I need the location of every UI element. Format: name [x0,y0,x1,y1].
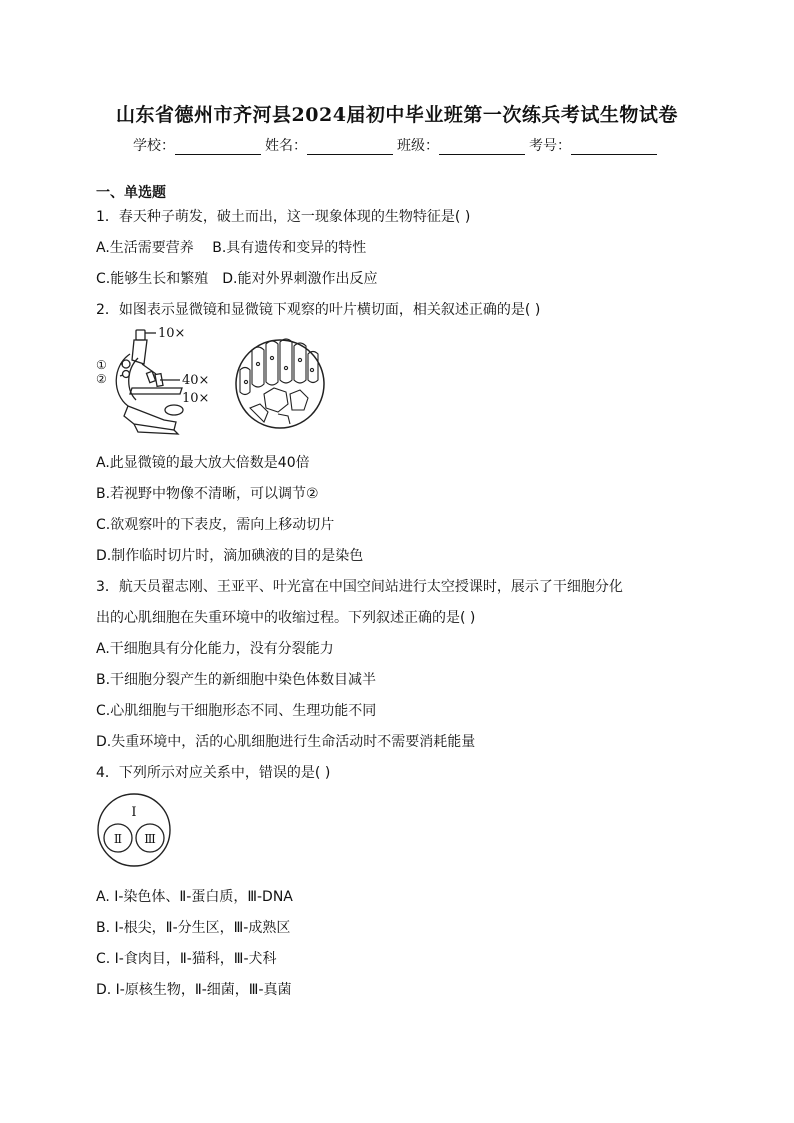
q3-stem-line2: 出的心肌细胞在失重环境中的收缩过程。下列叙述正确的是( ) [96,610,476,626]
q1-stem: 1．春天种子萌发，破土而出，这一现象体现的生物特征是( ) [96,209,471,225]
q4-option-b: B. Ⅰ-根尖，Ⅱ-分生区，Ⅲ-成熟区 [96,920,291,936]
label-2: ② [96,372,107,386]
eyepiece-label: 10× [158,326,186,341]
school-label: 学校： [133,138,175,154]
exam-title: 山东省德州市齐河县2024届初中毕业班第一次练兵考试生物试卷 [116,104,678,126]
q3-option-d: D.失重环境中，活的心肌细胞进行生命活动时不需要消耗能量 [96,734,476,750]
q4-option-d: D. Ⅰ-原核生物，Ⅱ-细菌，Ⅲ-真菌 [96,982,292,998]
name-label: 姓名： [265,138,307,154]
venn-figure [96,792,172,868]
outer-label: Ⅰ [131,805,137,820]
label-1: ① [96,358,107,372]
q3-option-a: A.干细胞具有分化能力，没有分裂能力 [96,641,334,657]
q4-option-c: C. Ⅰ-食肉目，Ⅱ-猫科，Ⅲ-犬科 [96,951,277,967]
exam-no-label: 考号： [529,138,571,154]
school-blank[interactable] [175,140,261,155]
q4-option-a: A. Ⅰ-染色体、Ⅱ-蛋白质，Ⅲ-DNA [96,889,293,905]
class-label: 班级： [397,138,439,154]
q3-option-b: B.干细胞分裂产生的新细胞中染色体数目减半 [96,672,377,688]
objective-high-label: 40× [182,373,210,388]
q2-option-a: A.此显微镜的最大放大倍数是40倍 [96,455,310,471]
section-heading: 一、单选题 [96,185,166,201]
q1-options-ab: A.生活需要营养 B.具有遗传和变异的特性 [96,240,367,256]
microscope-drawing [116,330,183,434]
microscope-figure [94,324,344,444]
leaf-section-view [236,339,324,428]
q3-stem-line1: 3．航天员翟志刚、王亚平、叶光富在中国空间站进行太空授课时，展示了干细胞分化 [96,579,623,595]
q1-options-cd: C.能够生长和繁殖 D.能对外界刺激作出反应 [96,271,378,287]
student-info-row [0,135,794,155]
class-blank[interactable] [439,140,525,155]
q2-option-b: B.若视野中物像不清晰，可以调节② [96,486,319,502]
q4-stem: 4．下列所示对应关系中，错误的是( ) [96,765,331,781]
right-label: Ⅲ [144,832,156,846]
q3-option-c: C.心肌细胞与干细胞形态不同、生理功能不同 [96,703,377,719]
name-blank[interactable] [307,140,393,155]
q2-option-c: C.欲观察叶的下表皮，需向上移动切片 [96,517,335,533]
objective-low-label: 10× [182,391,210,406]
q2-stem: 2．如图表示显微镜和显微镜下观察的叶片横切面，相关叙述正确的是( ) [96,302,541,318]
exam-no-blank[interactable] [571,140,657,155]
left-label: Ⅱ [113,832,123,846]
q2-option-d: D.制作临时切片时，滴加碘液的目的是染色 [96,548,364,564]
